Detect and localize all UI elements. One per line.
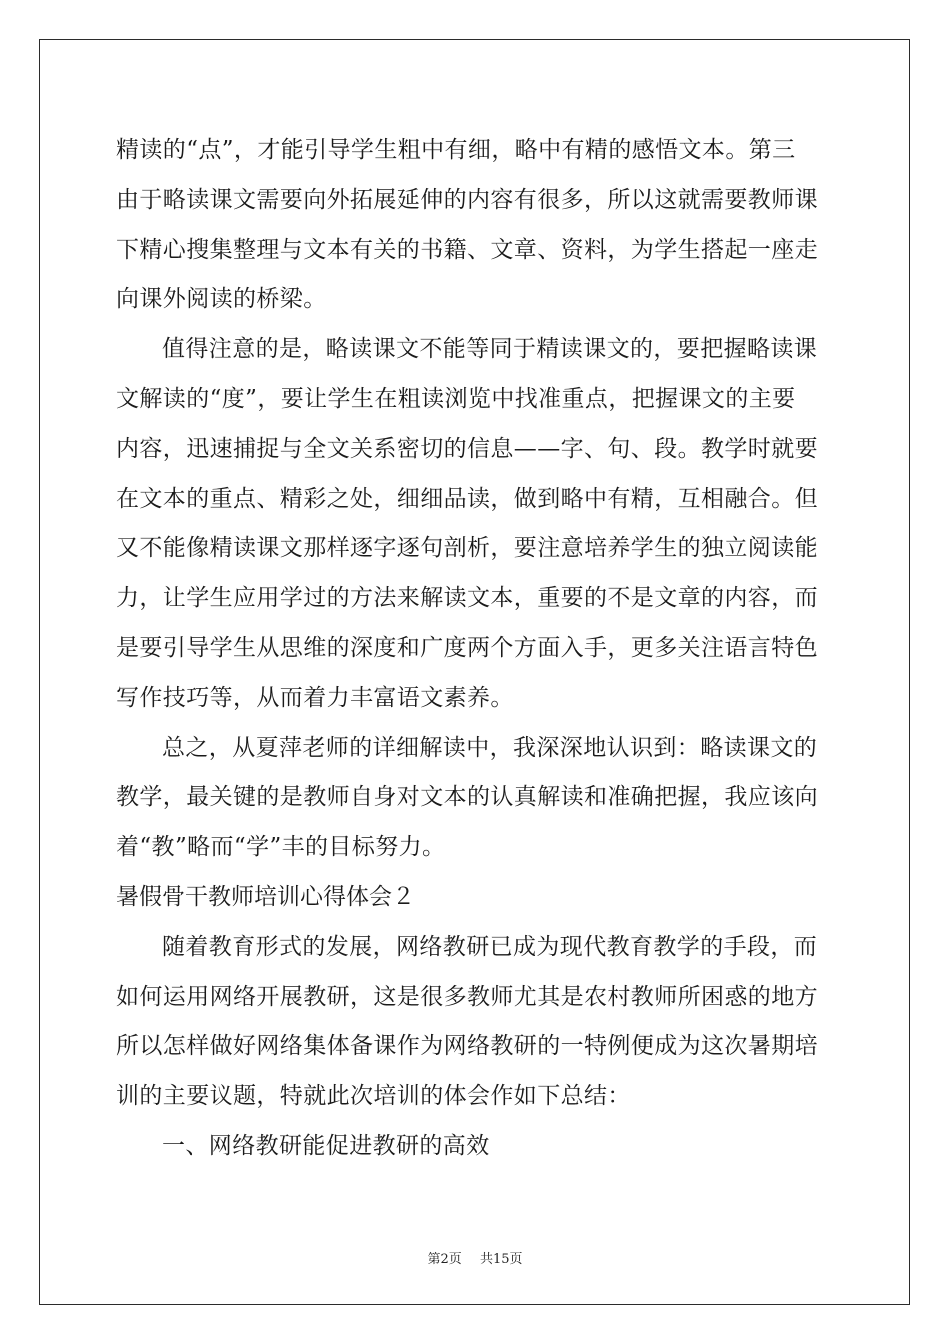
text-line: 是要引导学生从思维的深度和广度两个方面入手，更多关注语言特色: [116, 634, 818, 661]
text-line: 一、网络教研能促进教研的高效: [162, 1132, 490, 1159]
text-line: 由于略读课文需要向外拓展延伸的内容有很多，所以这就需要教师课: [116, 186, 818, 213]
paragraph-2: [116, 325, 836, 723]
text-line: 值得注意的是，略读课文不能等同于精读课文的，要把握略读课: [162, 336, 818, 363]
text-line: 下精心搜集整理与文本有关的书籍、文章、资料，为学生搭起一座走: [116, 236, 818, 263]
text-line: 精读的“点”，才能引导学生粗中有细，略中有精的感悟文本。第三: [116, 137, 796, 163]
text-line: 文解读的“度”，要让学生在粗读浏览中找准重点，把握课文的主要: [116, 385, 796, 412]
text-line: 教学，最关键的是教师自身对文本的认真解读和准确把握，我应该向: [116, 784, 818, 811]
text-line: 写作技巧等，从而着力丰富语文素养。: [116, 684, 514, 711]
page-number: 第2页: [427, 1252, 462, 1267]
paragraph-4: [116, 923, 836, 1122]
paragraph-1: [116, 126, 836, 325]
section-heading: 暑假骨干教师培训心得体会２: [116, 883, 415, 910]
text-line: 又不能像精读课文那样逐字逐句剖析，要注意培养学生的独立阅读能: [116, 535, 818, 562]
text-line: 随着教育形式的发展，网络教研已成为现代教育教学的手段，而: [162, 933, 818, 960]
text-line: 所以怎样做好网络集体备课作为网络教研的一特例便成为这次暑期培: [116, 1033, 818, 1060]
text-line: 着“教”略而“学”丰的目标努力。: [116, 834, 446, 861]
text-line: 如何运用网络开展教研，这是很多教师尤其是农村教师所困惑的地方: [116, 983, 818, 1010]
paragraph-3: [116, 724, 836, 873]
paragraph-5: [116, 1122, 836, 1172]
text-line: 向课外阅读的桥梁。: [116, 286, 327, 313]
page-footer: [0, 1248, 950, 1267]
text-line: 在文本的重点、精彩之处，细细品读，做到略中有精，互相融合。但: [116, 485, 818, 512]
text-line: 力，让学生应用学过的方法来解读文本，重要的不是文章的内容，而: [116, 585, 818, 612]
document-body: [116, 126, 836, 1172]
text-line: 内容，迅速捕捉与全文关系密切的信息——字、句、段。教学时就要: [116, 435, 818, 462]
text-line: 训的主要议题，特就此次培训的体会作如下总结：: [116, 1083, 631, 1110]
text-line: 总之，从夏萍老师的详细解读中，我深深地认识到：略读课文的: [162, 734, 818, 761]
page-total: 共15页: [479, 1252, 523, 1267]
